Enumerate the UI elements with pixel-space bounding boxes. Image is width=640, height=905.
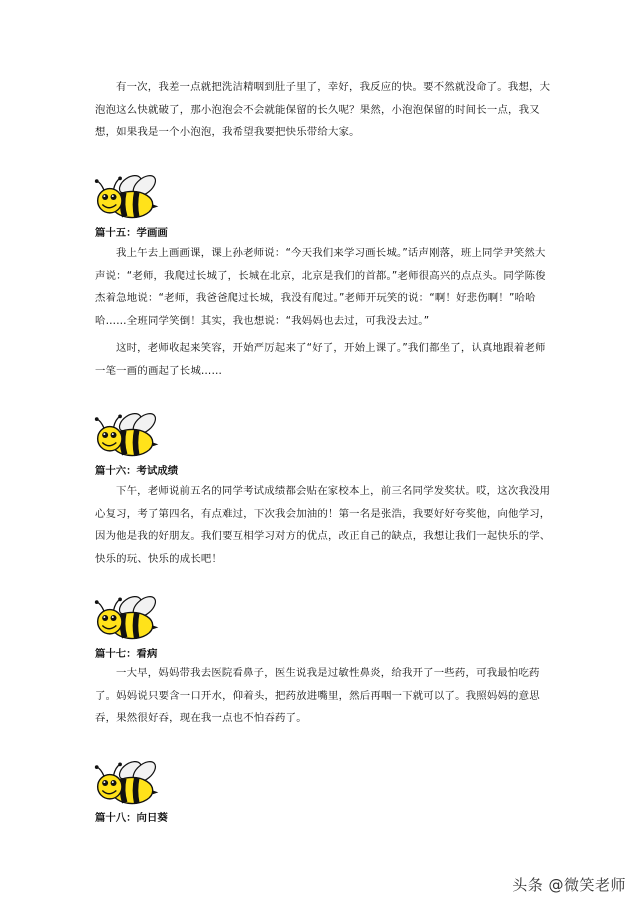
section-17-title: 篇十七：看病 [95, 648, 158, 660]
section-15-title: 篇十五：学画画 [95, 227, 168, 239]
section-15-paragraph-2: 这时，老师收起来笑容，开始严厉起来了“好了，开始上课了。”我们都坐了，认真地跟着老师一笔一画的画起了长城…… [95, 342, 546, 377]
bee-icon [93, 168, 163, 226]
section-16-title: 篇十六：考试成绩 [95, 465, 179, 477]
watermark: 头条 @微笑老师 [512, 876, 626, 894]
section-17-paragraph-1: 一大早，妈妈带我去医院看鼻子，医生说我是过敏性鼻炎，给我开了一些药，可我最怕吃药了。妈妈说只要含一口开水，仰着头，把药放进嘴里，然后再咽一下就可以了。我照妈妈的意思吞，果然很好吞，现在我一点也不怕吞药了。 [95, 667, 540, 724]
bee-icon [93, 406, 163, 464]
section-15-paragraph-1: 我上午去上画画课，课上孙老师说：“今天我们来学习画长城。”话声刚落，班上同学尹笑然大声说：“老师，我爬过长城了，长城在北京，北京是我们的首都。”老师很高兴的点点头。同学陈俊杰着急地说：“老师，我爸爸爬过长城，我没有爬过。”老师开玩笑的说：“啊！好悲伤啊！”哈哈哈……全班同学笑倒！其实，我也想说：“我妈妈也去过，可我没去过。” [95, 247, 546, 327]
section-16-paragraph-1: 下午，老师说前五名的同学考试成绩都会贴在家校本上，前三名同学发奖状。哎，这次我没用心复习，考了第四名，有点难过，下次我会加油的！第一名是张浩，我要好好夸奖他，向他学习，因为他是我的好朋友。我们要互相学习对方的优点，改正自己的缺点，我想让我们一起快乐的学、快乐的玩、快乐的成长吧！ [95, 485, 551, 565]
intro-paragraph: 有一次，我差一点就把洗洁精咽到肚子里了，幸好，我反应的快。要不然就没命了。我想，大泡泡这么快就破了，那小泡泡会不会就能保留的长久呢？果然，小泡泡保留的时间长一点，我又想，如果我是一个小泡泡，我希望我要把快乐带给大家。 [95, 81, 551, 138]
bee-icon [93, 754, 163, 812]
bee-icon [93, 589, 163, 647]
section-18-title: 篇十八：向日葵 [95, 812, 168, 824]
